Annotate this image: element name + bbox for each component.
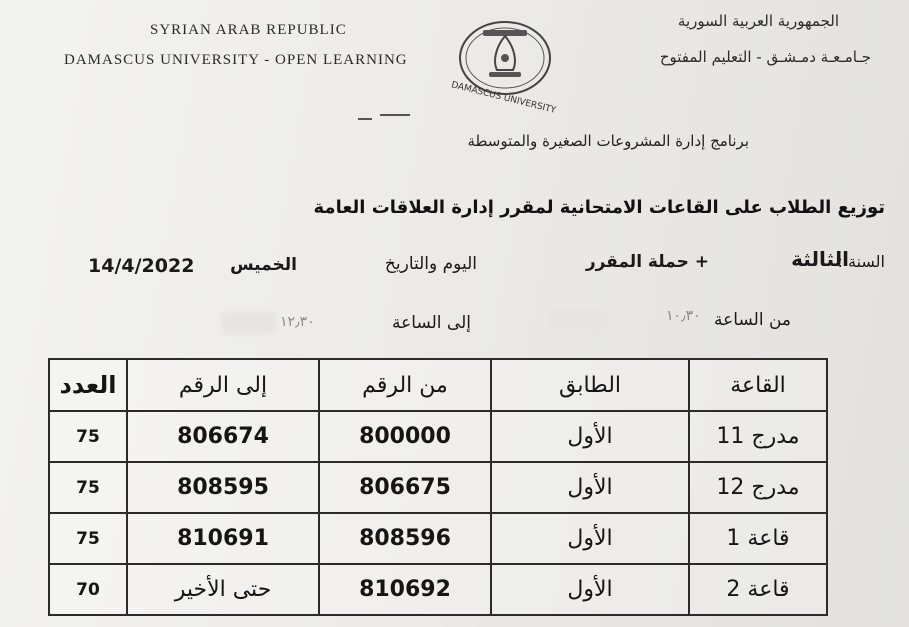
- table-header-row: [49, 359, 827, 411]
- seal-text: DAMASCUS UNIVERSITY: [450, 80, 557, 116]
- day-date-label: اليوم والتاريخ: [384, 254, 477, 274]
- from-time-value: ١٠٫٣٠: [666, 308, 701, 324]
- cell-count: 75: [49, 513, 127, 564]
- hall-distribution-table: [48, 358, 828, 616]
- to-time-value: ١٢٫٣٠: [280, 314, 315, 330]
- cell-count: 75: [49, 462, 127, 513]
- university-seal-logo: [443, 14, 573, 124]
- cell-hall: قاعة 2: [689, 564, 827, 615]
- document-title: توزيع الطلاب على القاعات الامتحانية لمقرر إدارة العلاقات العامة: [313, 197, 885, 218]
- course-holders: + حملة المقرر: [585, 252, 709, 272]
- header-hall: القاعة: [689, 359, 827, 411]
- cell-hall: قاعة 1: [689, 513, 827, 564]
- cell-floor: الأول: [491, 462, 689, 513]
- decorative-dash: [380, 114, 410, 116]
- decorative-dash: [358, 118, 372, 120]
- blurred-time-area: [548, 310, 606, 332]
- cell-from-number: 800000: [319, 411, 491, 462]
- table-row: [49, 513, 827, 564]
- year-value: الثالثة: [791, 247, 849, 271]
- cell-from-number: 810692: [319, 564, 491, 615]
- header-from-number: من الرقم: [319, 359, 491, 411]
- english-header-line1: SYRIAN ARAB REPUBLIC: [150, 22, 347, 38]
- cell-floor: الأول: [491, 564, 689, 615]
- table-row: [49, 411, 827, 462]
- year-label: السنة :: [837, 252, 885, 271]
- cell-floor: الأول: [491, 513, 689, 564]
- to-time-label: إلى الساعة: [392, 313, 471, 333]
- header-count: العدد: [49, 359, 127, 411]
- cell-floor: الأول: [491, 411, 689, 462]
- cell-count: 75: [49, 411, 127, 462]
- blurred-time-area: [222, 312, 276, 334]
- day-value: الخميس: [230, 255, 297, 275]
- english-header-line2: DAMASCUS UNIVERSITY - OPEN LEARNING: [64, 52, 408, 68]
- cell-to-number: حتى الأخير: [127, 564, 319, 615]
- cell-hall: مدرج 11: [689, 411, 827, 462]
- header-floor: الطابق: [491, 359, 689, 411]
- cell-to-number: 810691: [127, 513, 319, 564]
- program-name: برنامج إدارة المشروعات الصغيرة والمتوسطة: [467, 132, 749, 150]
- table-row: [49, 462, 827, 513]
- from-time-label: من الساعة: [714, 310, 791, 330]
- header-to-number: إلى الرقم: [127, 359, 319, 411]
- cell-to-number: 808595: [127, 462, 319, 513]
- cell-to-number: 806674: [127, 411, 319, 462]
- cell-from-number: 808596: [319, 513, 491, 564]
- cell-count: 70: [49, 564, 127, 615]
- arabic-header-line1: الجمهورية العربية السورية: [677, 12, 839, 30]
- arabic-header-line2: جـامـعـة دمـشـق - التعليم المفتوح: [659, 48, 871, 66]
- table-row: [49, 564, 827, 615]
- cell-from-number: 806675: [319, 462, 491, 513]
- cell-hall: مدرج 12: [689, 462, 827, 513]
- date-value: 14/4/2022: [88, 255, 195, 277]
